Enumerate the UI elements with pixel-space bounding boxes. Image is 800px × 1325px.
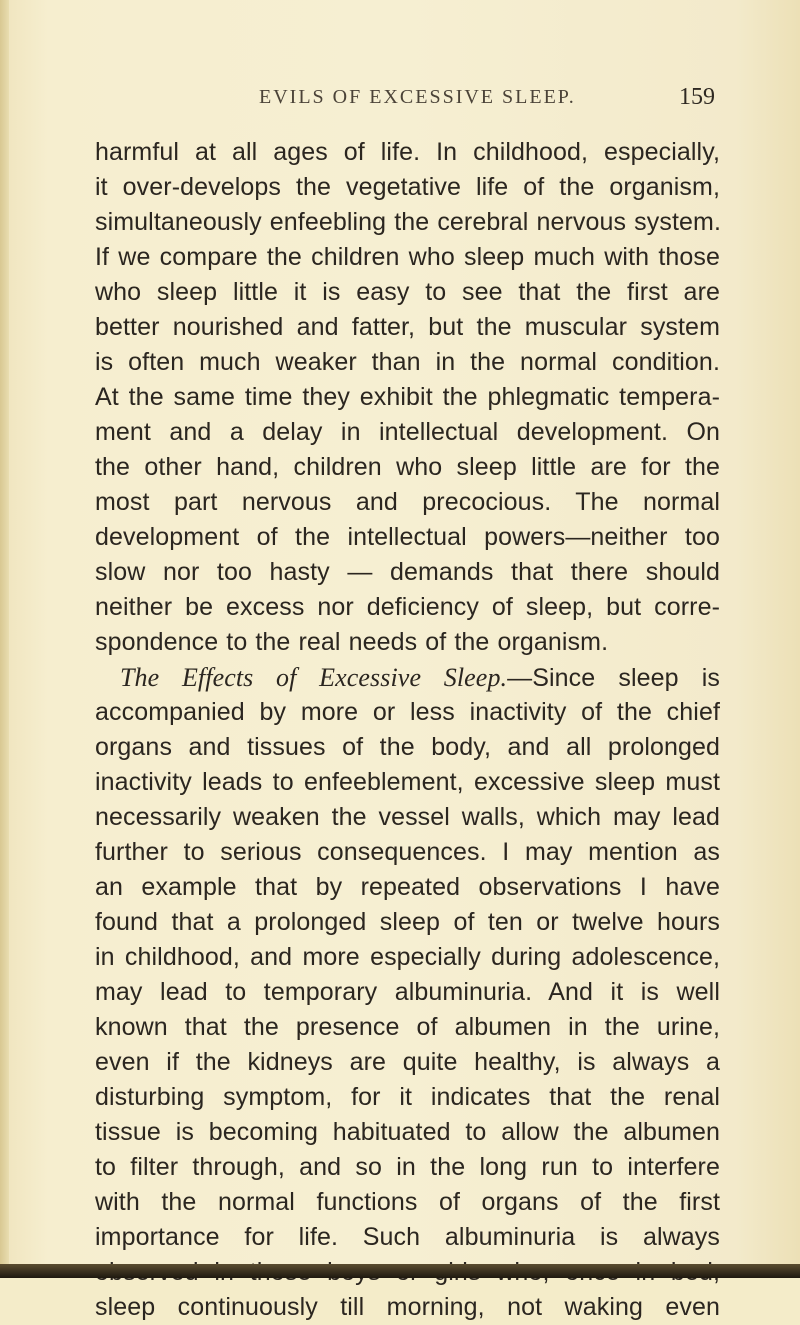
text-line: is often much weaker than in the normal condition. [95, 348, 720, 376]
text-line: accompanied by more or less inactivity of the chief [95, 698, 720, 726]
text-line: development of the intellectual powers—neither too [95, 523, 720, 551]
text-line: found that a prolonged sleep of ten or twelve hours [95, 908, 720, 936]
page-bottom-edge [0, 1264, 800, 1278]
text-line: in childhood, and more especially during adolescence, [95, 943, 720, 971]
text-line: simultaneously enfeebling the cerebral nervous system. [95, 208, 722, 236]
text-line: sleep continuously till morning, not waking even [95, 1293, 720, 1321]
text-line: tissue is becoming habituated to allow the albumen [95, 1118, 720, 1146]
body-text [95, 135, 720, 1325]
text-line: with the normal functions of organs of the first [95, 1188, 720, 1216]
text-line: necessarily weaken the vessel walls, which may lead [95, 803, 720, 831]
page-number: 159 [679, 84, 715, 110]
text-line: organs and tissues of the body, and all prolonged [95, 733, 720, 761]
text-line: even if the kidneys are quite healthy, is always a [95, 1048, 720, 1076]
text-line: most part nervous and precocious. The normal [95, 488, 720, 516]
text-line: further to serious consequences. I may mention as [95, 838, 720, 866]
text-line: better nourished and fatter, but the muscular system [95, 313, 720, 341]
text-line: may lead to temporary albuminuria. And it is well [95, 978, 720, 1006]
text-line: disturbing symptom, for it indicates that the renal [95, 1083, 720, 1111]
text-line: spondence to the real needs of the organism. [95, 628, 609, 656]
text-line: it over-develops the vegetative life of the organism, [95, 173, 720, 201]
text-line: an example that by repeated observations I have [95, 873, 720, 901]
text-line: At the same time they exhibit the phlegmatic tempera- [95, 383, 720, 411]
text-line: to filter through, and so in the long run to interfere [95, 1153, 720, 1181]
section-heading-continuation: —Since sleep is [507, 664, 720, 692]
text-line: harmful at all ages of life. In childhood, especially, [95, 138, 720, 166]
text-line: the other hand, children who sleep little are for the [95, 453, 720, 481]
running-header [95, 86, 715, 116]
text-line: importance for life. Such albuminuria is always [95, 1223, 720, 1251]
text-line: If we compare the children who sleep much with those [95, 243, 720, 271]
text-line: ment and a delay in intellectual development. On [95, 418, 720, 446]
text-line: inactivity leads to enfeeblement, excessive sleep must [95, 768, 720, 796]
text-line: known that the presence of albumen in the urine, [95, 1013, 720, 1041]
text-line: who sleep little it is easy to see that the first are [95, 278, 720, 306]
page-gutter-shadow [0, 0, 9, 1278]
text-line: slow nor too hasty — demands that there should [95, 558, 720, 586]
text-line: neither be excess nor deficiency of sleep, but corre- [95, 593, 720, 621]
section-heading-line [95, 660, 720, 695]
section-heading: The Effects of Excessive Sleep. [120, 663, 508, 692]
running-title: EVILS OF EXCESSIVE SLEEP. [259, 86, 576, 108]
